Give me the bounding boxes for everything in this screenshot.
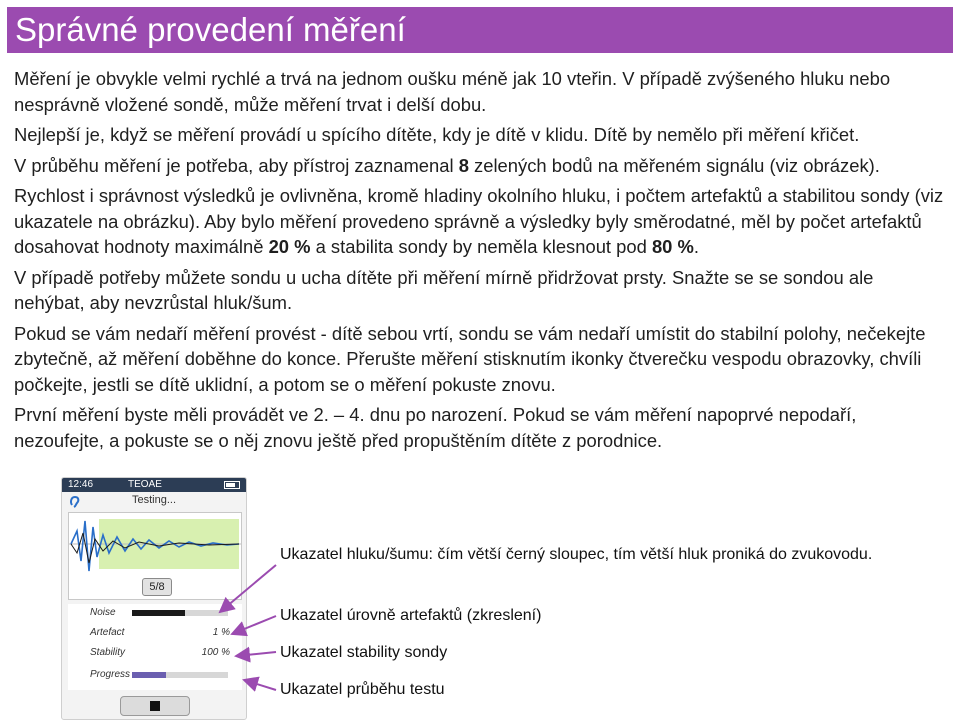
arrow-stability xyxy=(236,652,276,656)
noise-label: Noise xyxy=(90,607,116,618)
arrow-noise xyxy=(220,565,276,612)
device-mode: Testing... xyxy=(132,494,177,506)
stability-label: Stability xyxy=(90,647,126,658)
text-part: Rychlost i správnost výsledků je ovlivněna, kromě hladiny okolního hluku, i počtem artefaktů a stabilitou sondy (viz ukazatele na obrázku). Aby bylo měření provedeno správně a výsledky byly směrodatné, měl by počet artefaktů dosahovat hodnoty maximálně xyxy=(14,185,944,257)
text-part: zelených bodů na měřeném signálu (viz obrázek). xyxy=(468,154,880,176)
artefact-value: 1 % xyxy=(212,627,230,638)
arrow-artefact xyxy=(232,616,276,634)
artefact-label: Artefact xyxy=(90,627,125,638)
measurement-count: 5/8 xyxy=(142,578,172,596)
callout-noise: Ukazatel hluku/šumu: čím větší černý sloupec, tím větší hluk proniká do zvukovodu. xyxy=(280,546,873,563)
text-part: . xyxy=(693,236,699,257)
arrow-progress xyxy=(244,680,276,690)
device-time: 12:46 xyxy=(68,479,94,490)
progress-label: Progress xyxy=(90,669,131,680)
bold-value: 20 % xyxy=(268,236,311,257)
callout-stability: Ukazatel stability sondy xyxy=(280,644,448,661)
paragraph-duration: Měření je obvykle velmi rychlé a trvá na jednom oušku méně jak 10 vteřin. V případě zvýšeného hluku nebo nesprávně vložené sondě, může měření trvat i delší dobu. xyxy=(14,68,891,115)
callout-artefact: Ukazatel úrovně artefaktů (zkreslení) xyxy=(280,607,542,624)
text-part: a stabilita sondy by neměla klesnout pod xyxy=(310,236,652,257)
paragraph-interrupt: Pokud se vám nedaří měření provést - dítě sebou vrtí, sondu se vám nedaří umístit do stabilní polohy, nečekejte zbytečně, až měření doběhne do konce. Přerušte měření stisknutím ikonky čtverečku vespodu obrazovky, chvíli počkejte, jestli se dítě uklidní, a potom se o měření pokuste znovu. xyxy=(14,322,926,395)
paragraph-hold-probe: V případě potřeby můžete sondu u ucha dítěte při měření mírně přidržovat prsty. Snažte se se sondou ale nehýbat, aby nevzrůstal hluk/šum. xyxy=(14,266,874,313)
page-title: Správné provedení měření xyxy=(15,11,406,48)
device-app-name: TEOAE xyxy=(128,479,162,490)
paragraph-sleeping: Nejlepší je, když se měření provádí u spícího dítěte, kdy je dítě v klidu. Dítě by nemělo při měření křičet. xyxy=(14,124,860,145)
callout-progress: Ukazatel průběhu testu xyxy=(280,681,445,698)
bold-value: 8 xyxy=(458,154,469,176)
bold-value: 80 % xyxy=(651,236,694,257)
text-part: V průběhu měření je potřeba, aby přístroj zaznamenal xyxy=(14,154,459,176)
paragraph-first-measurement: První měření byste měli provádět ve 2. – 4. dnu po narození. Pokud se vám měření napoprvé nepodaří, nezoufejte, a pokuste se o něj znovu ještě před propuštěním dítěte z porodnice. xyxy=(14,404,857,451)
stability-value: 100 % xyxy=(201,647,230,658)
